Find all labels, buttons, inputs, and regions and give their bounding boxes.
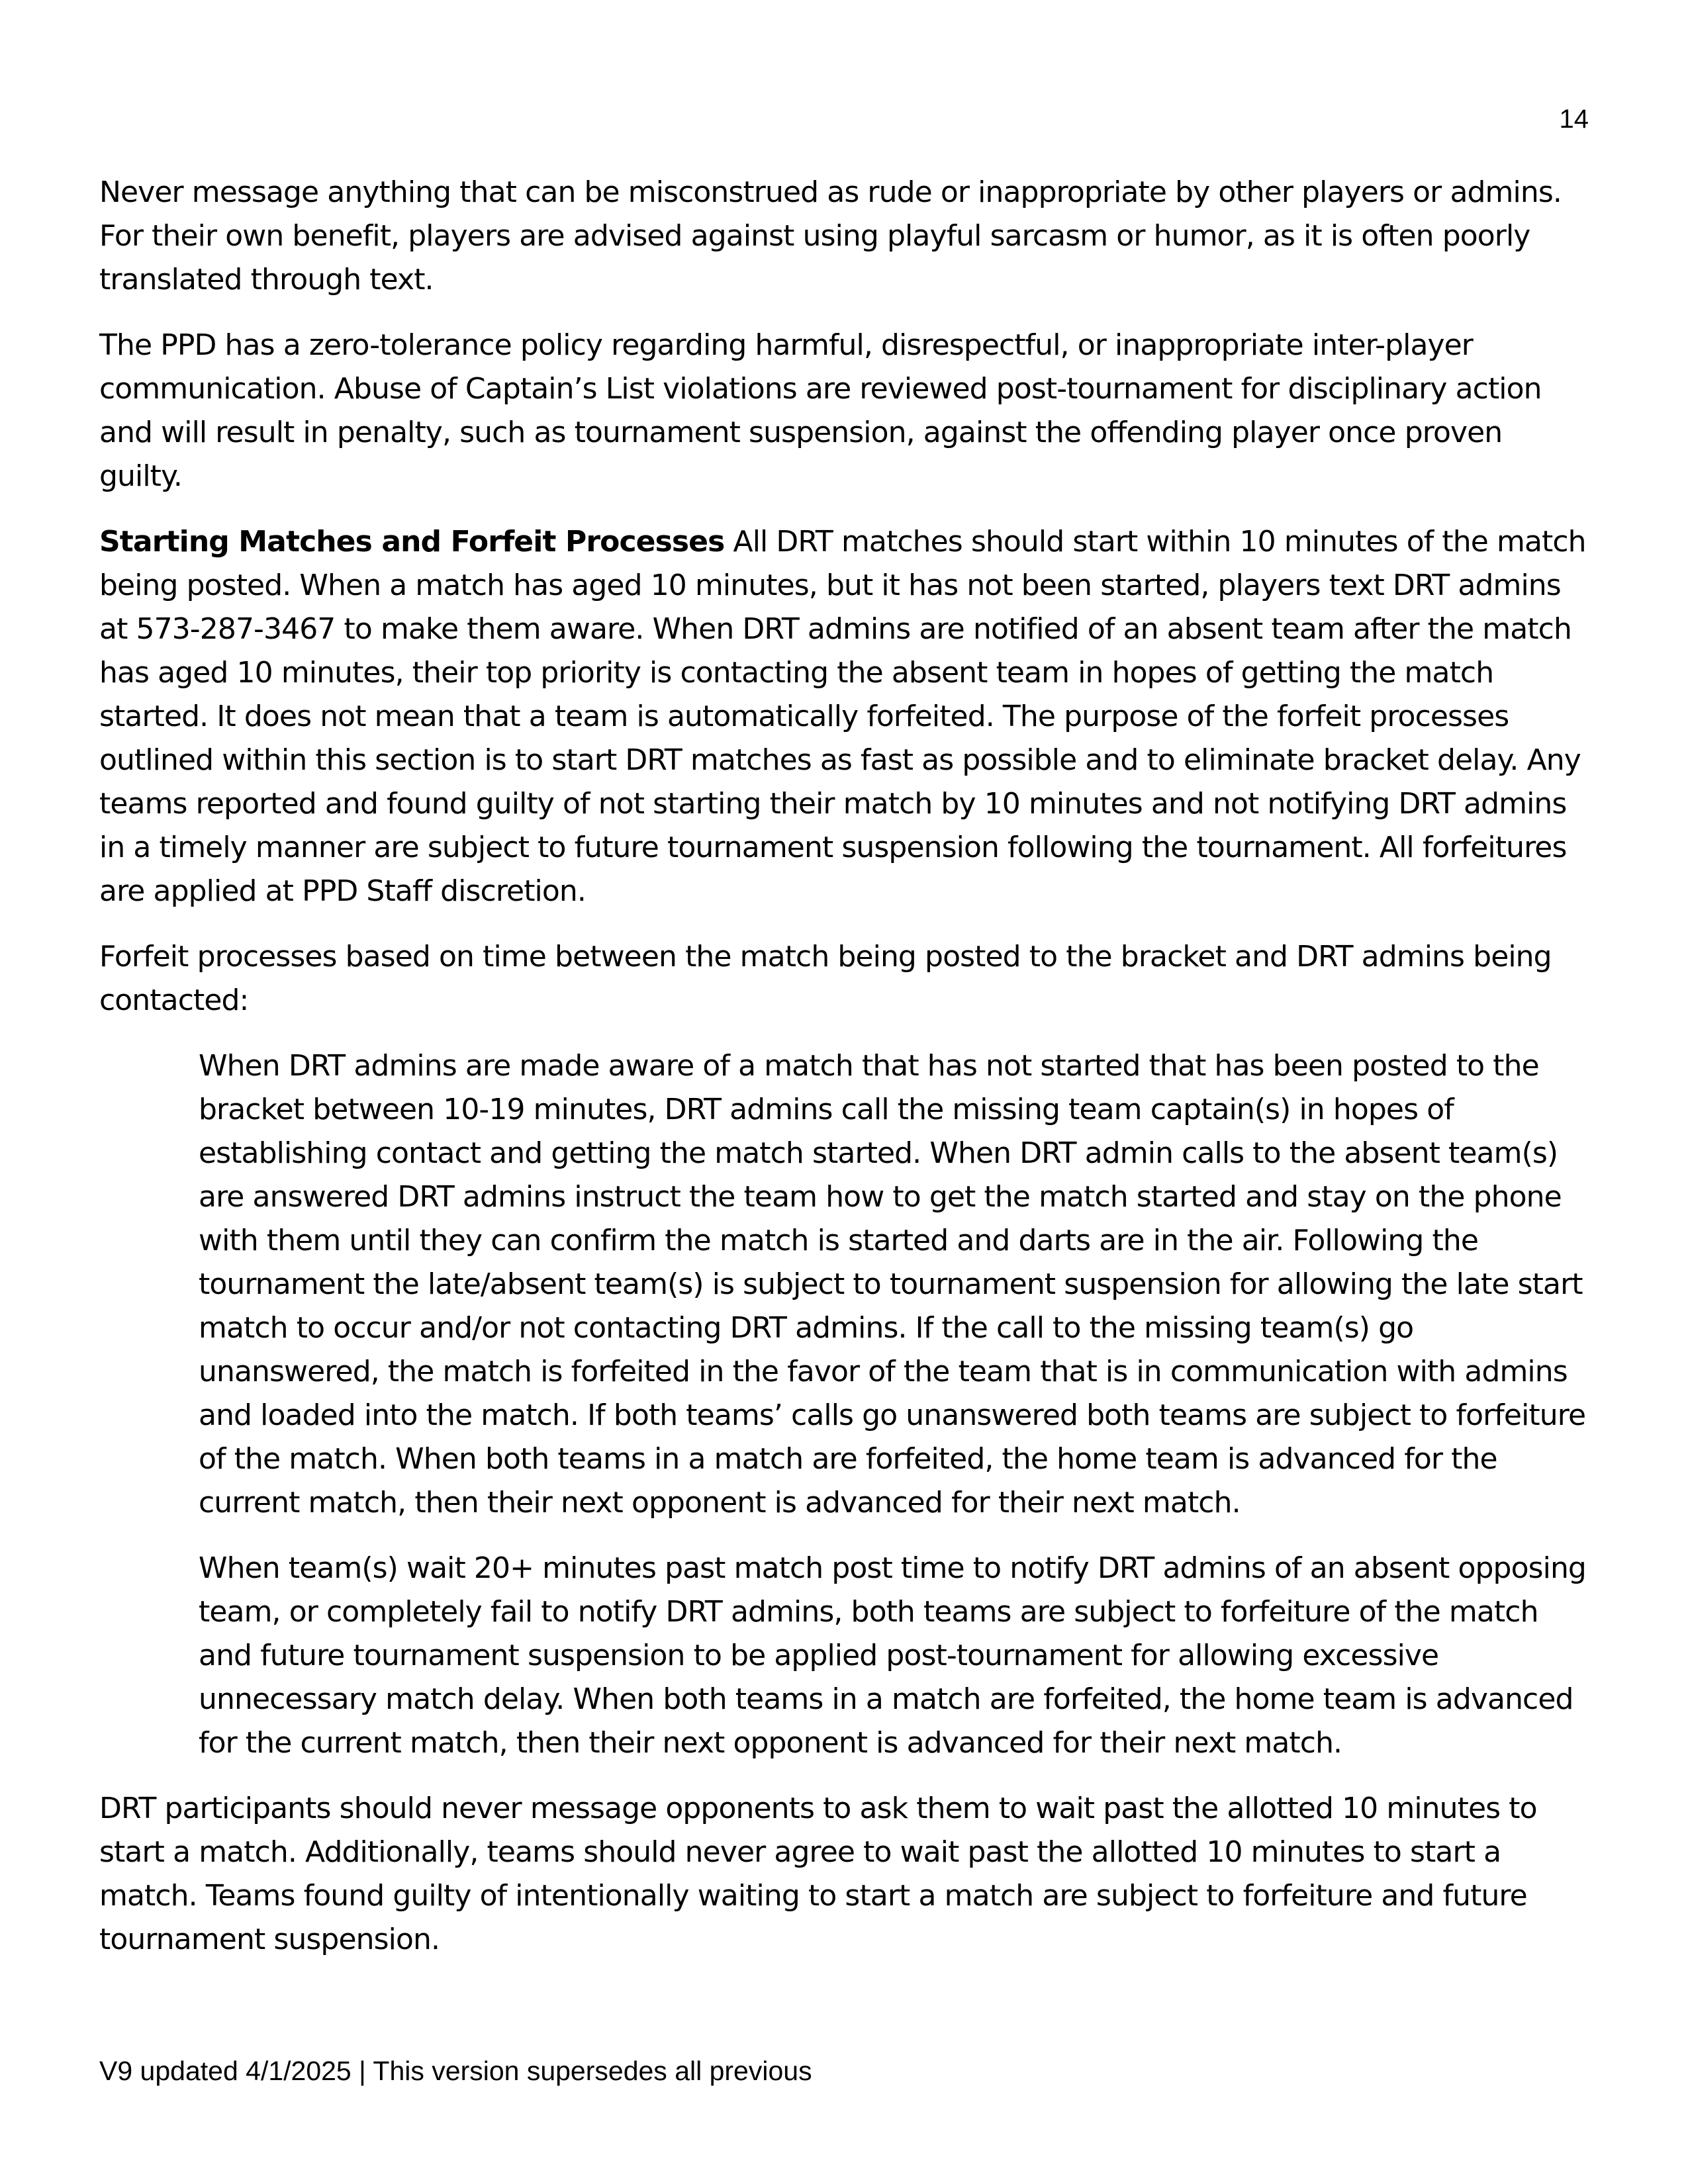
paragraph-forfeit-20-plus-minutes: When team(s) wait 20+ minutes past match post time to notify DRT admins of an absent opposing team, or completely fail to notify DRT admins, both teams are subject to forfeiture of the match and future tournament suspension to be applied post-tournament for allowing excessive unnecessary match delay. When both teams in a match are forfeited, the home team is advanced for the current match, then their next opponent is advanced for their next match. (199, 1551, 1586, 1760)
section-heading-starting-matches: Starting Matches and Forfeit Processes (99, 525, 725, 559)
paragraph-starting-matches (99, 520, 1589, 913)
paragraph-starting-matches-body: All DRT matches should start within 10 minutes of the match being posted. When a match has aged 10 minutes, but it has not been started, players text DRT admins at 573-287-3467 to make them aware. When DRT admins are notified of an absent team after the match has aged 10 minutes, their top priority is contacting the absent team in hopes of getting the match started. It does not mean that a team is automatically forfeited. The purpose of the forfeit processes outlined within this section is to start DRT matches as fast as possible and to eliminate bracket delay. Any teams reported and found guilty of not starting their match by 10 minutes and not notifying DRT admins in a timely manner are subject to future tournament suspension following the tournament. All forfeitures are applied at PPD Staff discretion. (99, 525, 1586, 908)
paragraph-forfeit-intro: Forfeit processes based on time between the match being posted to the bracket and DRT admins being contacted: (99, 940, 1552, 1017)
document-body (99, 171, 1589, 1983)
paragraph-zero-tolerance-policy: The PPD has a zero-tolerance policy regarding harmful, disrespectful, or inappropriate inter-player communication. Abuse of Captain’s List violations are reviewed post-tournament for disciplinary action and will result in penalty, such as tournament suspension, against the offending player once proven guilty. (99, 328, 1542, 493)
footer-version-note: V9 updated 4/1/2025 | This version supersedes all previous (99, 2056, 812, 2086)
page-number: 14 (1559, 105, 1589, 134)
paragraph-forfeit-10-19-minutes: When DRT admins are made aware of a match that has not started that has been posted to the bracket between 10-19 minutes, DRT admins call the missing team captain(s) in hopes of establishing contact and getting the match started. When DRT admin calls to the absent team(s) are answered DRT admins instruct the team how to get the match started and stay on the phone with them until they can confirm the match is started and darts are in the air. Following the tournament the late/absent team(s) is subject to tournament suspension for allowing the late start match to occur and/or not contacting DRT admins. If the call to the missing team(s) go unanswered, the match is forfeited in the favor of the team that is in communication with admins and loaded into the match. If both teams’ calls go unanswered both teams are subject to forfeiture of the match. When both teams in a match are forfeited, the home team is advanced for the current match, then their next opponent is advanced for their next match. (199, 1049, 1586, 1520)
paragraph-messaging-conduct: Never message anything that can be misconstrued as rude or inappropriate by other players or admins. For their own benefit, players are advised against using playful sarcasm or humor, as it is often poorly translated through text. (99, 175, 1562, 296)
paragraph-waiting-policy: DRT participants should never message opponents to ask them to wait past the allotted 10 minutes to start a match. Additionally, teams should never agree to wait past the allotted 10 minutes to start a match. Teams found guilty of intentionally waiting to start a match are subject to forfeiture and future tournament suspension. (99, 1792, 1537, 1956)
